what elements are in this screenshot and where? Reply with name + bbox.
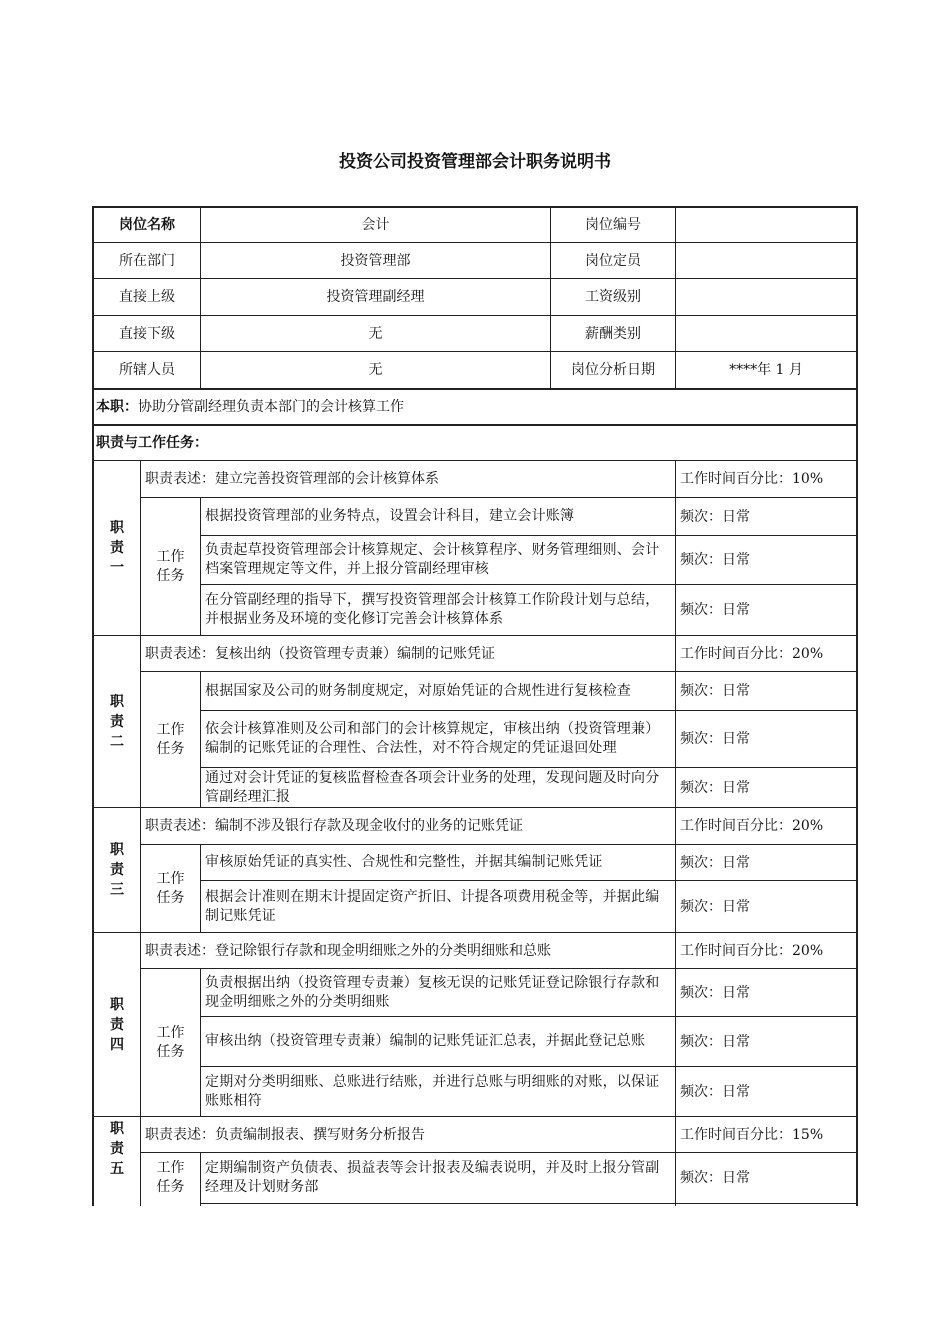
duties-header: 职责与工作任务： (96, 435, 208, 451)
duty-5-task-label-cell (141, 1153, 200, 1203)
duty-4-task-label-cell (141, 969, 200, 1116)
duty-3-task-2-freq: 频次：日常 (680, 898, 750, 915)
duty-3-task-1: 审核原始凭证的真实性、合规性和完整性，并据其编制记账凭证 (205, 854, 603, 870)
duty-summary-label: 本职： (96, 399, 138, 415)
value-headcount (676, 243, 856, 278)
duty-2-task-3-freq: 频次：日常 (680, 779, 750, 796)
duty-5-name-cell (94, 1117, 140, 1206)
duty-4-task-3: 定期对分类明细账、总账进行结账，并进行总账与明细账的对账，以保证账账相符 (205, 1073, 660, 1109)
duty-2-name-cell (94, 636, 140, 807)
duty-3-task-1-freq: 频次：日常 (680, 854, 750, 871)
label-supervisor: 直接上级 (119, 289, 175, 305)
duty-1-task-1: 根据投资管理部的业务特点，设置会计科目，建立会计账簿 (205, 508, 575, 524)
label-pay-category: 薪酬类别 (585, 325, 641, 342)
duty-4-task-1: 负责根据出纳（投资管理专责兼）复核无误的记账凭证登记除银行存款和现金明细账之外的分类明细账 (205, 974, 660, 1010)
label-headcount: 岗位定员 (585, 252, 641, 269)
duty-2-percent: 工作时间百分比：20% (680, 645, 824, 662)
duty-4-task-2-freq: 频次：日常 (680, 1033, 750, 1050)
duty-4-task-1-freq: 频次：日常 (680, 984, 750, 1001)
duty-3-name: 职责三 (110, 842, 124, 898)
value-department: 投资管理部 (340, 252, 411, 269)
label-analysis-date: 岗位分析日期 (571, 362, 655, 378)
duty-1-name-cell (94, 461, 140, 635)
duty-1-statement: 职责表述：建立完善投资管理部的会计核算体系 (145, 471, 439, 487)
duty-1-task-2-freq: 频次：日常 (680, 552, 750, 568)
duty-3-name-cell (94, 808, 140, 932)
duty-1-task-3: 在分管副经理的指导下，撰写投资管理部会计核算工作阶段计划与总结，并根据业务及环境的变化修订完善会计核算体系 (205, 592, 660, 627)
value-salary-grade (676, 279, 856, 315)
label-position-code: 岗位编号 (585, 217, 641, 233)
duty-2-task-1-freq: 频次：日常 (680, 683, 750, 699)
duty-1-task-label-cell (141, 498, 200, 635)
label-salary-grade: 工资级别 (585, 289, 641, 305)
duty-2-task-label: 工作任务 (156, 721, 185, 757)
duty-4-statement: 职责表述：登记除银行存款和现金明细账之外的分类明细账和总账 (145, 942, 551, 959)
duty-2-task-2-freq: 频次：日常 (680, 731, 750, 747)
duty-1-task-1-freq: 频次：日常 (680, 508, 750, 525)
duty-5-statement: 职责表述：负责编制报表、撰写财务分析报告 (145, 1126, 425, 1143)
duty-2-task-1: 根据国家及公司的财务制度规定，对原始凭证的合规性进行复核检查 (205, 682, 631, 699)
label-staff: 所辖人员 (119, 362, 175, 378)
value-position-name: 会计 (361, 217, 390, 233)
value-analysis-date: ****年 1 月 (729, 362, 803, 378)
label-subordinate: 直接下级 (119, 325, 175, 342)
duty-3-task-label: 工作任务 (156, 870, 185, 906)
duty-summary-row (94, 390, 854, 424)
label-position-name: 岗位名称 (119, 217, 175, 233)
duty-1-name: 职责一 (110, 520, 124, 576)
duty-4-task-3-freq: 频次：日常 (680, 1083, 750, 1100)
duty-4-task-label: 工作任务 (156, 1024, 185, 1060)
duty-4-percent: 工作时间百分比：20% (680, 942, 824, 959)
label-department: 所在部门 (119, 252, 175, 269)
duty-2-statement: 职责表述：复核出纳（投资管理专责兼）编制的记账凭证 (145, 645, 495, 662)
duty-5-task-1-freq: 频次：日常 (680, 1170, 750, 1186)
duty-3-task-label-cell (141, 845, 200, 932)
duty-4-task-2: 审核出纳（投资管理专责兼）编制的记账凭证汇总表，并据此登记总账 (205, 1033, 646, 1049)
job-description-table (92, 206, 858, 1206)
duty-3-statement: 职责表述：编制不涉及银行存款及现金收付的业务的记账凭证 (145, 818, 523, 834)
duty-1-percent: 工作时间百分比：10% (680, 471, 824, 487)
duty-summary-text: 协助分管副经理负责本部门的会计核算工作 (138, 399, 404, 415)
duty-2-task-2: 依会计核算准则及公司和部门的会计核算规定，审核出纳（投资管理兼）编制的记账凭证的合理性、合法性，对不符合规定的凭证退回处理 (205, 721, 660, 756)
duty-1-task-2: 负责起草投资管理部会计核算规定、会计核算程序、财务管理细则、会计档案管理规定等文件，并上报分管副经理审核 (205, 542, 660, 577)
duty-5-name: 职责五 (110, 1121, 124, 1177)
document-title: 投资公司投资管理部会计职务说明书 (339, 152, 611, 172)
value-staff: 无 (368, 362, 383, 378)
duty-4-name-cell (94, 933, 140, 1116)
duty-4-name: 职责四 (110, 996, 124, 1053)
duty-5-percent: 工作时间百分比：15% (680, 1126, 824, 1143)
duty-2-task-3: 通过对会计凭证的复核监督检查各项会计业务的处理，发现问题及时向分管副经理汇报 (205, 769, 660, 805)
duty-5-task-1: 定期编制资产负债表、损益表等会计报表及编表说明，并及时上报分管副经理及计划财务部 (205, 1160, 660, 1195)
value-subordinate: 无 (368, 325, 383, 342)
duty-5-task-label: 工作任务 (156, 1160, 185, 1195)
duty-3-percent: 工作时间百分比：20% (680, 818, 824, 834)
duty-2-name: 职责二 (110, 693, 124, 750)
value-supervisor: 投资管理副经理 (326, 289, 425, 305)
duty-2-task-label-cell (141, 672, 200, 807)
value-position-code (676, 208, 856, 242)
duty-3-task-2: 根据会计准则在期末计提固定资产折旧、计提各项费用税金等，并据此编制记账凭证 (205, 888, 660, 924)
duty-1-task-3-freq: 频次：日常 (680, 602, 750, 618)
value-pay-category (676, 316, 856, 351)
duty-1-task-label: 工作任务 (156, 548, 185, 584)
